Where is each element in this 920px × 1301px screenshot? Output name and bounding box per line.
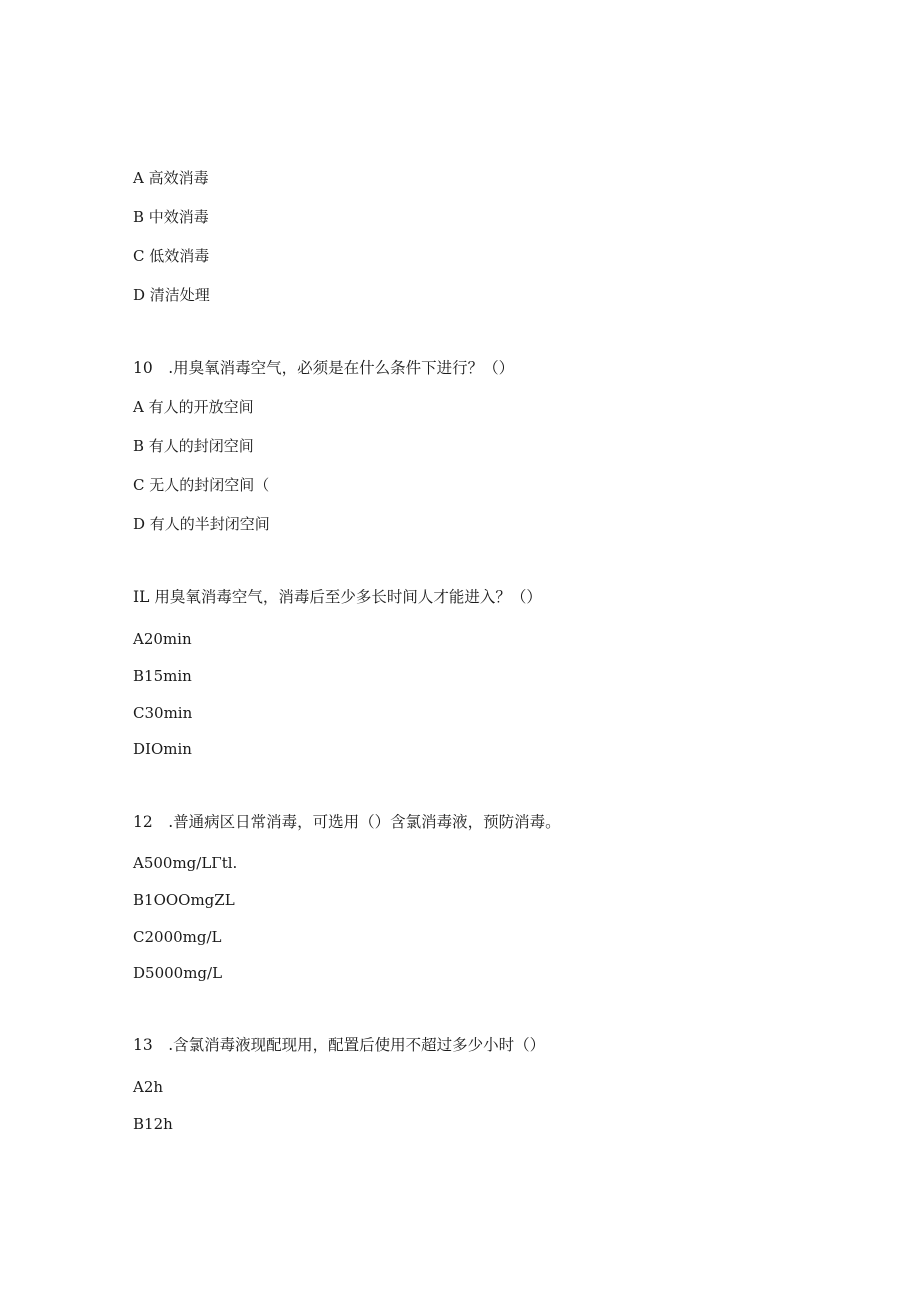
question-10-stem: 10 .用臭氧消毒空气，必须是在什么条件下进行？（）	[133, 359, 515, 377]
option-11-b: B15min	[133, 667, 192, 685]
option-10-b: B 有人的封闭空间	[133, 437, 254, 455]
question-13-stem: 13 .含氯消毒液现配现用，配置后使用不超过多少小时（）	[133, 1036, 546, 1054]
question-11-stem: IL 用臭氧消毒空气，消毒后至少多长时间人才能进入？（）	[133, 588, 542, 606]
option-10-c: C 无人的封闭空间（	[133, 476, 270, 494]
option-9-d: D 清洁处理	[133, 286, 210, 304]
option-12-b: B1OOOmgZL	[133, 891, 235, 909]
option-13-a: A2h	[133, 1078, 164, 1096]
option-11-c: C30min	[133, 704, 193, 722]
option-10-a: A 有人的开放空间	[133, 398, 254, 416]
option-12-a: A500mg∕LΓtl.	[133, 854, 238, 872]
option-11-d: DIOmin	[133, 740, 192, 758]
option-12-c: C2000mg∕L	[133, 928, 222, 946]
option-9-a: A 高效消毒	[133, 169, 209, 187]
option-13-b: B12h	[133, 1115, 173, 1133]
question-12-stem: 12 .普通病区日常消毒，可选用（）含氯消毒液，预防消毒。	[133, 813, 561, 831]
option-12-d: D5000mg∕L	[133, 964, 223, 982]
option-9-b: B 中效消毒	[133, 208, 209, 226]
option-11-a: A20min	[133, 630, 192, 648]
option-10-d: D 有人的半封闭空间	[133, 515, 270, 533]
option-9-c: C 低效消毒	[133, 247, 210, 265]
